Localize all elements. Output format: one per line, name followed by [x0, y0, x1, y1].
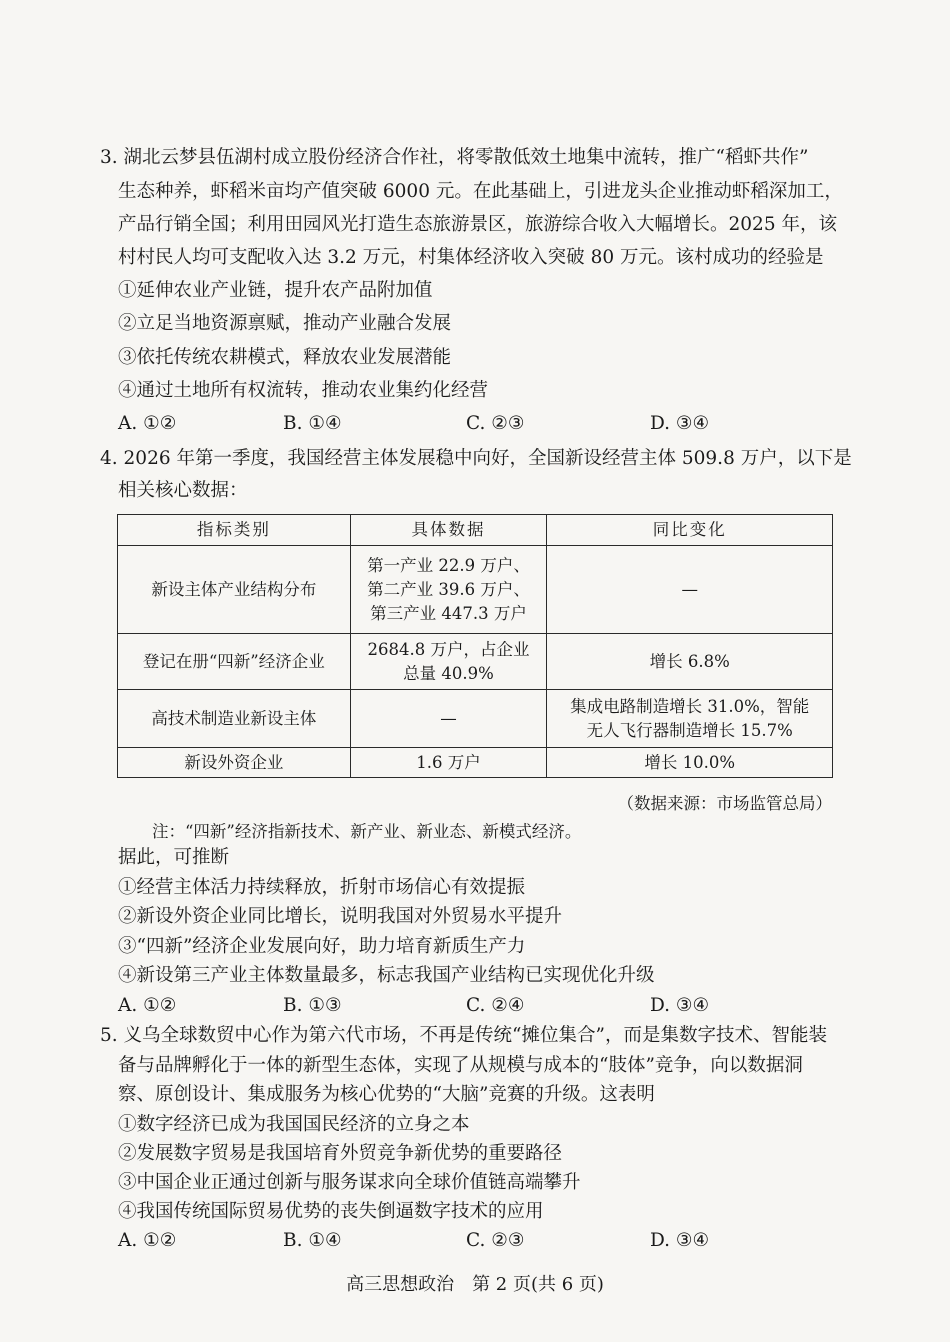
q3-stem-line: 生态种养，虾稻米亩均产值突破 6000 元。在此基础上，引进龙头企业推动虾稻深加工， [118, 181, 843, 202]
q5-stem-line: 察、原创设计、集成服务为核心优势的“大脑”竞赛的升级。这表明 [118, 1084, 655, 1105]
table-cell-category: 登记在册“四新”经济企业 [118, 634, 351, 690]
data-table [117, 514, 833, 778]
q3-statement: ③依托传统农耕模式，释放农业发展潜能 [118, 347, 452, 368]
table-row [118, 690, 833, 748]
q5-statement: ④我国传统国际贸易优势的丧失倒逼数字技术的应用 [118, 1201, 544, 1222]
choice-a: A. ①② [118, 995, 177, 1016]
table-cell-change: 增长 10.0% [547, 748, 833, 778]
table-header-row [118, 515, 833, 546]
q5-statement: ②发展数字贸易是我国培育外贸竞争新优势的重要路径 [118, 1143, 563, 1164]
cell-line: 无人飞行器制造增长 15.7% [586, 720, 793, 740]
table-row [118, 634, 833, 690]
q4-statement: ③“四新”经济企业发展向好，助力培育新质生产力 [118, 936, 526, 957]
choice-d: D. ③④ [650, 413, 710, 434]
q3-stem-line: 产品行销全国；利用田园风光打造生态旅游景区，旅游综合收入大幅增长。2025 年，该 [118, 214, 837, 235]
table-row [118, 748, 833, 778]
table-cell-data: 1.6 万户 [350, 748, 547, 778]
q3-statement: ①延伸农业产业链，提升农产品附加值 [118, 280, 433, 301]
data-source: （数据来源：市场监管总局） [617, 794, 832, 813]
table-cell-change: — [547, 546, 833, 634]
q4-statement: ①经营主体活力持续释放，折射市场信心有效提振 [118, 877, 526, 898]
table-row [118, 546, 833, 634]
table-header-cell: 指标类别 [118, 515, 351, 546]
table-cell-data [350, 634, 547, 690]
q3-statement: ②立足当地资源禀赋，推动产业融合发展 [118, 313, 452, 334]
q3-stem-line: 3. 湖北云梦县伍湖村成立股份经济合作社，将零散低效土地集中流转，推广“稻虾共作” [100, 147, 809, 168]
choice-c: C. ②③ [466, 413, 525, 434]
q5-stem-line: 5. 义乌全球数贸中心作为第六代市场，不再是传统“摊位集合”，而是集数字技术、智能装 [100, 1025, 827, 1046]
table-cell-data: — [350, 690, 547, 748]
choice-c: C. ②③ [466, 1230, 525, 1251]
q5-statement: ③中国企业正通过创新与服务谋求向全球价值链高端攀升 [118, 1172, 581, 1193]
q5-statement: ①数字经济已成为我国国民经济的立身之本 [118, 1114, 470, 1135]
choice-a: A. ①② [118, 1230, 177, 1251]
table-cell-category: 高技术制造业新设主体 [118, 690, 351, 748]
table-header-cell: 同比变化 [547, 515, 833, 546]
q4-statement: ④新设第三产业主体数量最多，标志我国产业结构已实现优化升级 [118, 965, 655, 986]
table-note: 注：“四新”经济指新技术、新产业、新业态、新模式经济。 [152, 822, 582, 841]
choice-b: B. ①④ [283, 413, 342, 434]
choice-c: C. ②④ [466, 995, 525, 1016]
table-cell-category: 新设主体产业结构分布 [118, 546, 351, 634]
table-cell-change [547, 690, 833, 748]
table-header-cell: 具体数据 [350, 515, 547, 546]
q4-stem-line: 相关核心数据： [118, 480, 248, 501]
choice-b: B. ①③ [283, 995, 342, 1016]
cell-line: 第二产业 39.6 万户、 [367, 579, 530, 599]
table-cell-category: 新设外资企业 [118, 748, 351, 778]
q5-stem-line: 备与品牌孵化于一体的新型生态体，实现了从规模与成本的“肢体”竞争，向以数据洞 [118, 1055, 803, 1076]
choice-b: B. ①④ [283, 1230, 342, 1251]
page-footer: 高三思想政治 第 2 页(共 6 页) [346, 1274, 604, 1295]
cell-line: 总量 40.9% [403, 663, 494, 683]
q4-statement: ②新设外资企业同比增长，说明我国对外贸易水平提升 [118, 906, 563, 927]
q4-stem-line: 4. 2026 年第一季度，我国经营主体发展稳中向好，全国新设经营主体 509.8 万户，以下是 [100, 448, 852, 469]
cell-line: 2684.8 万户，占企业 [367, 639, 530, 659]
table-cell-change: 增长 6.8% [547, 634, 833, 690]
q3-statement: ④通过土地所有权流转，推动农业集约化经营 [118, 380, 489, 401]
q3-stem-line: 村村民人均可支配收入达 3.2 万元，村集体经济收入突破 80 万元。该村成功的经验是 [118, 247, 824, 268]
choice-a: A. ①② [118, 413, 177, 434]
cell-line: 集成电路制造增长 31.0%，智能 [570, 696, 810, 716]
cell-line: 第一产业 22.9 万户、 [367, 555, 530, 575]
choice-d: D. ③④ [650, 995, 710, 1016]
table-cell-data [350, 546, 547, 634]
q4-lead: 据此，可推断 [118, 847, 230, 868]
cell-line: 第三产业 447.3 万户 [370, 603, 527, 623]
choice-d: D. ③④ [650, 1230, 710, 1251]
